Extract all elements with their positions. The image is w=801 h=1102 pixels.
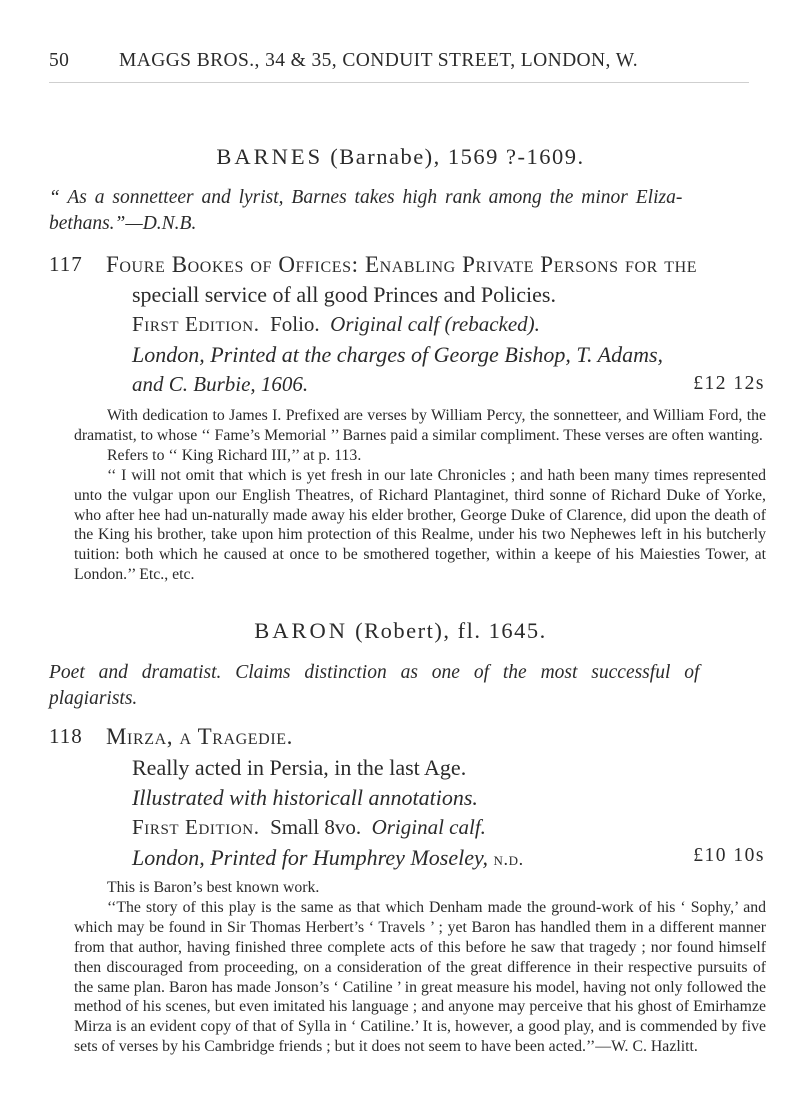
author-note-barnes: “ As a sonnetteer and lyrist, Barnes takes high rank among the minor Eliza-bethans.”—D.N.B. [49,187,683,234]
author-name: BARON [254,618,349,643]
author-heading-baron [0,618,801,644]
running-head-text: MAGGS BROS., 34 & 35, CONDUIT STREET, LONDON, W. [119,50,639,71]
lot-117-title-line-2: speciall service of all good Princes and Policies. [132,282,556,307]
lot-118-title-line-2: Really acted in Persia, in the last Age. [132,755,467,780]
edition-format: Small 8vo. [270,815,362,839]
lot-117-title-line-1: Foure Bookes of Offices: Enabling Private Persons for the [106,252,698,277]
lot-number-118: 118 [49,724,83,748]
lot-117-imprint-line-2: and C. Burbie, 1606. [132,372,309,396]
lot-117-price: £12 12s [693,373,765,394]
lot-117-edition [132,310,792,339]
edition-caps: First Edition. [132,312,260,336]
lot-118-title-line-3: Illustrated with historicall annotations. [132,785,478,810]
lot-118-description [74,878,766,1057]
description-paragraph: With dedication to James I. Prefixed are verses by William Percy, the sonnetteer, and William Ford, the dramatist, to whose ‘‘ Fame’s Memorial ’’ Barnes paid a similar compliment. These verses are often wanting. [74,407,766,444]
lot-118-title-line-1: Mirza, a Tragedie. [106,724,293,749]
lot-number-117: 117 [49,252,83,276]
lot-117-description [74,406,766,585]
author-detail: (Robert), fl. 1645. [355,618,547,643]
description-paragraph: Refers to ‘‘ King Richard III,’’ at p. 113. [107,446,362,464]
author-heading-barnes [0,144,801,170]
author-name: BARNES [216,144,324,169]
running-head [49,50,769,80]
lot-118-price: £10 10s [693,845,765,866]
imprint-text: London, Printed for Humphrey Moseley, [132,845,489,870]
description-paragraph: ‘‘The story of this play is the same as that which Denham made the ground-work of his ‘ Sophy,’ and which may be found in Sir Thomas Herbert’s ‘ Travels ’ ; yet Baron has handled them in a different manner from that author, having finished three complete acts of this before he saw that tragedy ; nor found himself then discouraged from proceeding, on a consideration of the great difference in their respective pursuits of the same plan. Baron has made Jonson’s ‘ Catiline ’ in great measure his model, having not only followed the method of his scenes, but even imitated his language ; and anyone may perceive that his ghost of Emirhamze Mirza is an evident copy of that of Sylla in ‘ Catiline.’ It is, however, a good play, and is commended by five sets of verses by his Cambridge friends ; but it does not seem to have been acted.’’—W. C. Hazlitt. [74,898,766,1056]
edition-binding: Original calf. [371,815,486,839]
description-paragraph: This is Baron’s best known work. [107,879,320,896]
edition-binding: Original calf (rebacked). [330,312,540,336]
imprint-date: n.d. [493,849,524,869]
lot-118-edition [132,813,792,842]
description-paragraph: ‘‘ I will not omit that which is yet fresh in our late Chronicles ; and hath been many times represented unto the vulgar upon our English Theatres, of Richard Plantaginet, third sonne of Richard Duke of Yorke, who after hee had un-naturally made away his elder brother, George Duke of Clarence, did upon the death of the King his brother, take upon him protection of this Realme, under his two Nephewes left in his butcherly tuition: both which he caused at once to be smothered together, within a keepe of his Maiesties Tower, at London.’’ Etc., etc. [74,466,766,584]
edition-format: Folio. [270,312,320,336]
author-detail: (Barnabe), 1569 ?-1609. [330,144,585,169]
header-rule [49,82,749,83]
lot-117-imprint-line-1: London, Printed at the charges of George Bishop, T. Adams, [132,342,664,367]
page-number: 50 [49,50,70,71]
author-note-baron: Poet and dramatist. Claims distinction as one of the most successful of plagiarists. [49,662,700,709]
edition-caps: First Edition. [132,815,260,839]
